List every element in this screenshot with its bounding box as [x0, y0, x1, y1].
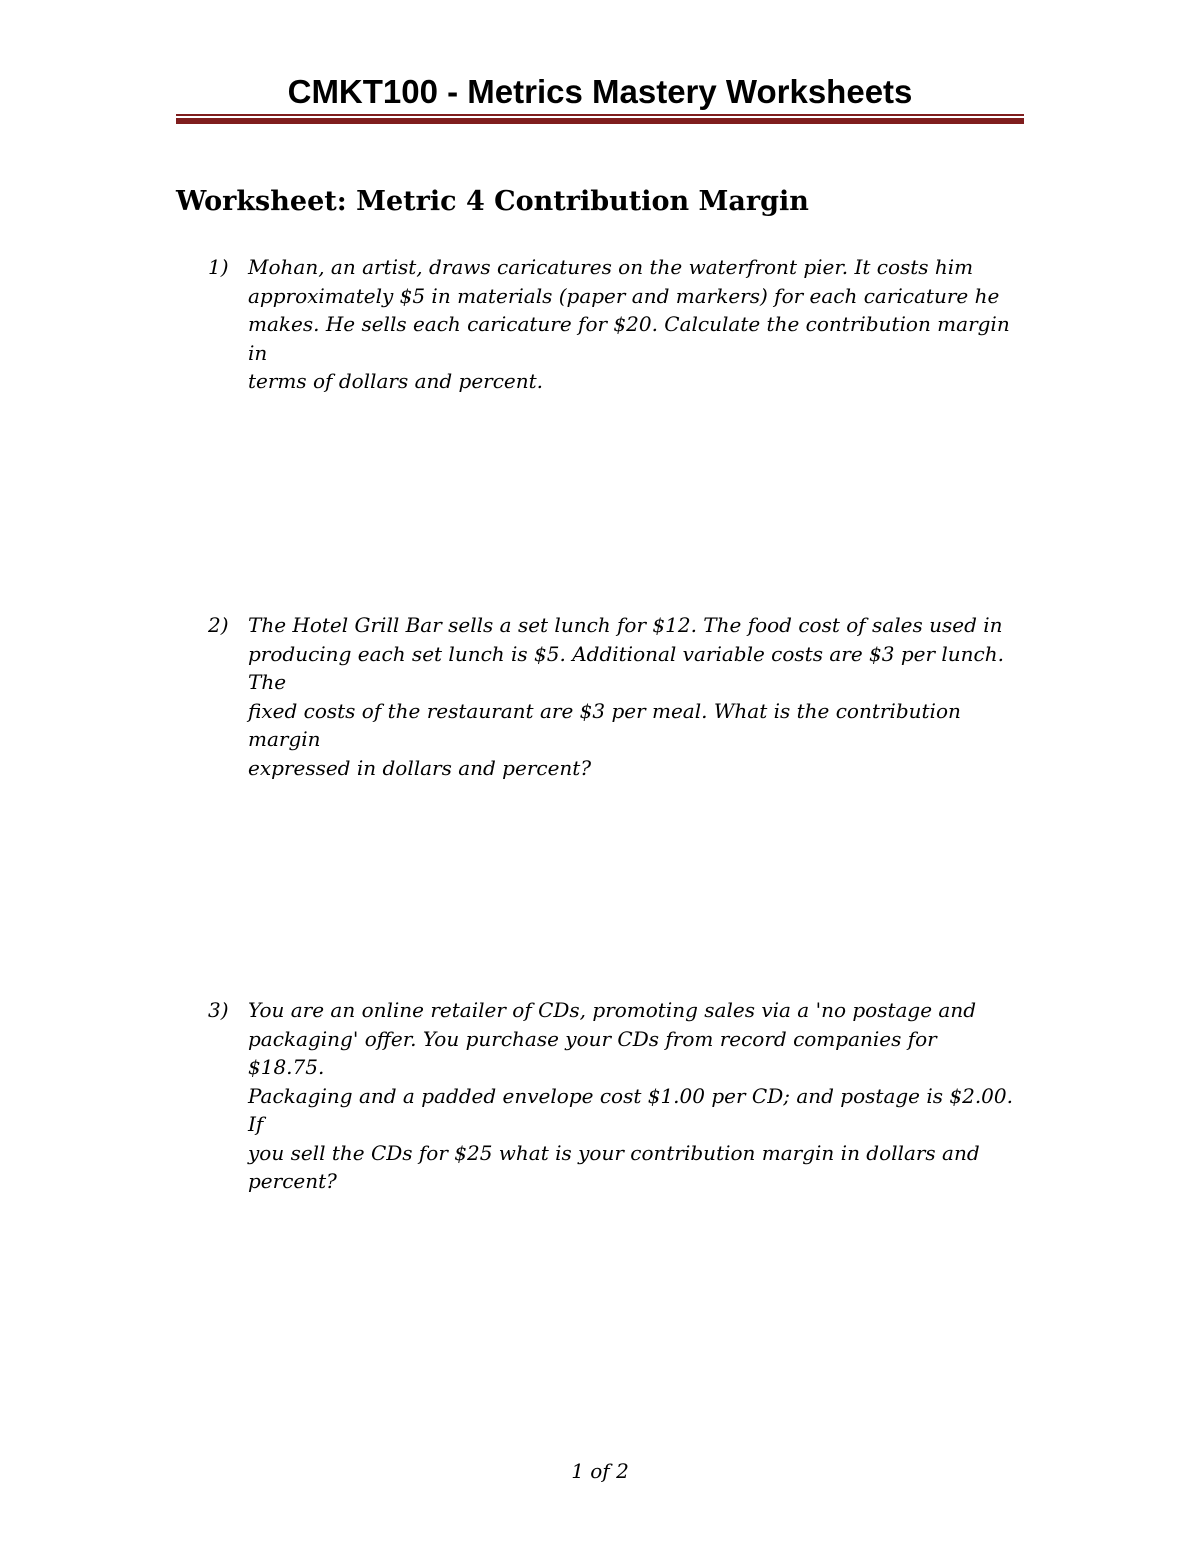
page-indicator: 1 of 2 — [571, 1459, 629, 1483]
question-number: 2) — [208, 613, 229, 637]
document-header — [176, 66, 1024, 118]
question-text: You are an online retailer of CDs, promoting sales via a 'no postage and packaging' offer. You purchase your CDs from record companies for $18.75. Packaging and a padded envelope cost $1.00 per CD; and postage is $2.00. If you sell the CDs for $25 what is your contribution margin in dollars and percent? — [248, 998, 1013, 1193]
question-number: 1) — [208, 255, 229, 279]
worksheet-heading: Worksheet: Metric 4 Contribution Margin — [176, 186, 809, 217]
header-rule-thin — [176, 114, 1024, 116]
header-rule — [176, 114, 1024, 124]
question-number: 3) — [208, 998, 229, 1022]
question-text: Mohan, an artist, draws caricatures on the waterfront pier. It costs him approximately $5 in materials (paper and markers) for each caricature he makes. He sells each caricature for $20. Calculate the contribution margin in terms of dollars and percent. — [248, 255, 1010, 393]
header-rule-thick — [176, 118, 1024, 124]
question-text: The Hotel Grill Bar sells a set lunch for $12. The food cost of sales used in producing each set lunch is $5. Additional variable costs are $3 per lunch. The fixed costs of the restaurant are $3 per meal. What is the contribution margin expressed in dollars and percent? — [248, 613, 1004, 780]
document-title: CMKT100 - Metrics Mastery Worksheets — [287, 73, 913, 110]
